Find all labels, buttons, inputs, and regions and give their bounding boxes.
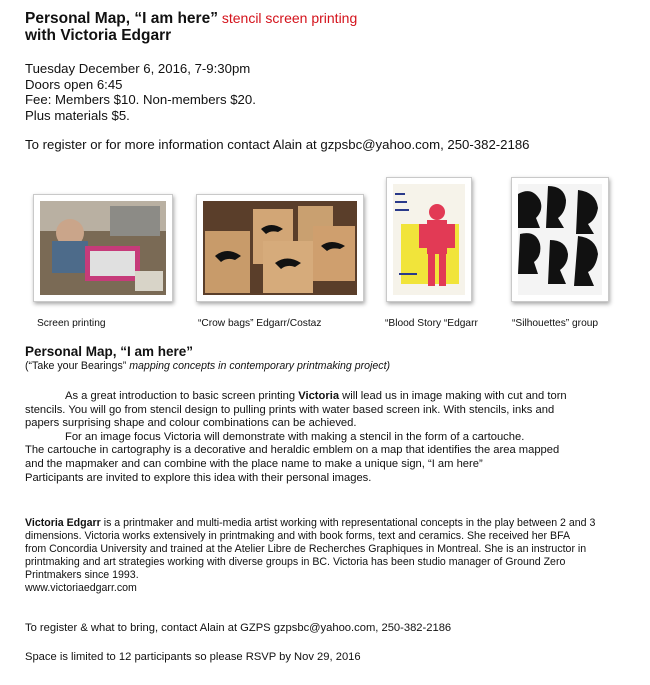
space-limit-notice: Space is limited to 12 participants so please RSVP by Nov 29, 2016 [25,651,361,663]
description [25,390,645,485]
bio [25,517,645,595]
crow-bags-photo [196,194,364,302]
description-line: and the mapmaker and can combine with the place name to make a unique sign, “I am here” [25,457,483,470]
contact-top: To register or for more information contact Alain at gzpsbc@yahoo.com, 250-382-2186 [25,137,530,152]
bio-line: printmaking and art strategies working with diverse groups in BC. Victoria has been studio manager of Ground Zero [25,556,566,568]
description-line: stencils. You will go from stencil design to pulling prints with water based screen ink. With stencils, inks and [25,403,555,416]
fee: Fee: Members $10. Non-members $20. [25,92,256,107]
event-date: Tuesday December 6, 2016, 7-9:30pm [25,61,251,76]
register-contact: To register & what to bring, contact Alain at GZPS gzpsbc@yahoo.com, 250-382-2186 [25,622,452,634]
description-line: For an image focus Victoria will demonstrate with making a stencil in the form of a cartouche. [65,430,525,443]
screen-printing-photo-icon [40,201,166,295]
description-line: The cartouche in cartography is a decorative and heraldic emblem on a map that identifies the area mapped [25,444,560,457]
event-details [25,61,256,123]
bio-line: Victoria Edgarr is a printmaker and multi-media artist working with representational concepts in the play between 2 and 3 [25,517,596,529]
blood-story-artwork [386,177,472,302]
description-line: As a great introduction to basic screen printing Victoria will lead us in image making with cut and torn [65,390,567,402]
bio-line: from Concordia University and trained at the Atelier Libre de Recherches Graphiques in Montreal. She is an instructor in [25,543,587,555]
silhouettes-artwork [511,177,609,302]
section-subheading: (“Take your Bearings” mapping concepts in contemporary printmaking project) [25,360,391,372]
materials-fee: Plus materials $5. [25,107,130,123]
blood-story-artwork-icon [393,184,465,295]
description-line: papers surprising shape and colour combinations can be achieved. [25,417,357,430]
crow-bags-photo-icon [203,201,357,295]
doors-open: Doors open 6:45 [25,76,123,92]
description-line: Participants are invited to explore this idea with their personal images. [25,471,372,484]
caption-silhouettes: “Silhouettes” group [512,318,599,329]
title-subtitle-red: stencil screen printing [217,10,358,26]
bio-line: dimensions. Victoria works extensively in printmaking and with book forms, text and ceramics. She received her BFA [25,530,571,542]
caption-screen-printing: Screen printing [37,318,106,329]
bio-line: Printmakers since 1993. [25,569,139,581]
bio-name: Victoria Edgarr [25,517,101,529]
section-heading: Personal Map, “I am here” [25,344,194,359]
screen-printing-photo [33,194,173,302]
caption-crow-bags: “Crow bags” Edgarr/Costaz [198,318,322,329]
silhouettes-artwork-icon [518,184,602,295]
caption-blood-story: “Blood Story “Edgarr [385,318,478,329]
website-link[interactable]: www.victoriaedgarr.com [25,582,137,594]
instructor-line: with Victoria Edgarr [25,27,172,44]
page-title: Personal Map, “I am here” stencil screen printing [25,10,358,27]
